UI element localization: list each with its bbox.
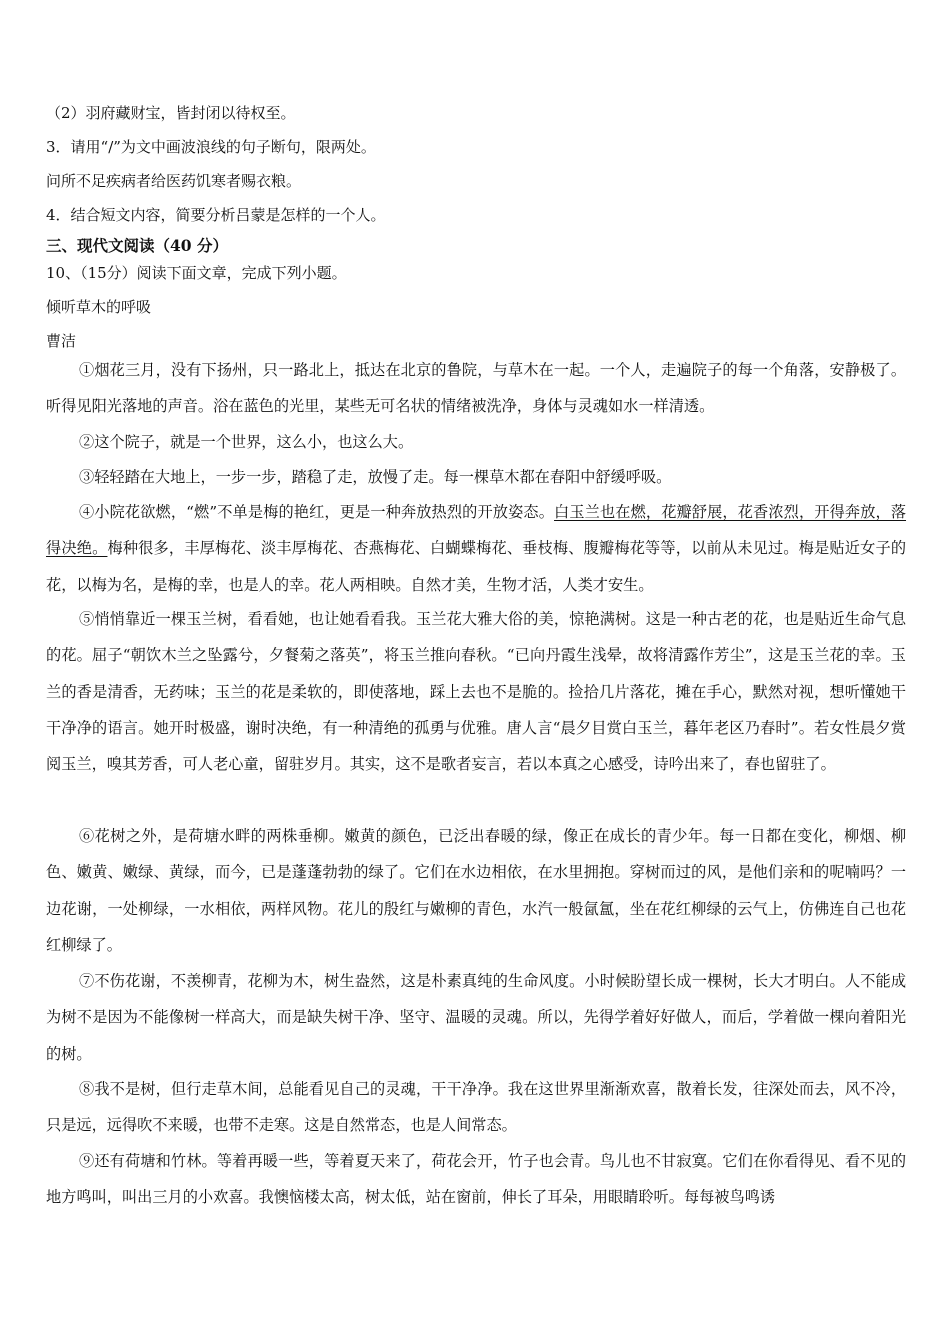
section-heading: 三、现代文阅读（40 分） bbox=[46, 236, 228, 255]
paragraph-4 bbox=[46, 494, 906, 603]
paragraph-2: ②这个院子，就是一个世界，这么小，也这么大。 bbox=[79, 433, 414, 451]
article-title: 倾听草木的呼吸 bbox=[46, 298, 152, 316]
paragraph-3: ③轻轻踏在大地上，一步一步，踏稳了走，放慢了走。每一棵草木都在春阳中舒缓呼吸。 bbox=[79, 468, 672, 486]
paragraph-6: ⑥花树之外，是荷塘水畔的两株垂柳。嫩黄的颜色，已泛出春暖的绿，像正在成长的青少年。每一日都在变化，柳烟、柳色、嫩黄、嫩绿、黄绿，而今，已是蓬蓬勃勃的绿了。它们在水边相依，在水里拥抱。穿树而过的风，是他们亲和的呢喃吗？一边花谢，一处柳绿，一水相依，两样风物。花儿的殷红与嫩柳的青色，水汽一般氤氲，坐在花红柳绿的云气上，仿佛连自己也花红柳绿了。 bbox=[46, 827, 906, 954]
paragraph-5: ⑤悄悄靠近一棵玉兰树，看看她，也让她看看我。玉兰花大雅大俗的美，惊艳满树。这是一种古老的花，也是贴近生命气息的花。屈子“朝饮木兰之坠露兮，夕餐菊之落英”，将玉兰推向春秋。“已向丹霞生浅晕，故将清露作芳尘”，这是玉兰花的幸。玉兰的香是清香，无药味；玉兰的花是柔软的，即使落地，踩上去也不是脆的。捡拾几片落花，摊在手心，默然对视，想听懂她干干净净的语言。她开时极盛，谢时决绝，有一种清绝的孤勇与优雅。唐人言“晨夕目赏白玉兰，暮年老区乃春时”。若女性晨夕赏阅玉兰，嗅其芳香，可人老心童，留驻岁月。其实，这不是歌者妄言，若以本真之心感受，诗吟出来了，春也留驻了。 bbox=[46, 610, 906, 774]
question-3: 3．请用“/”为文中画波浪线的句子断句，限两处。 bbox=[46, 138, 376, 156]
wavy-underlined-sentence: 白玉兰也在燃，花瓣舒展，花香浓烈，开得奔放，落得决绝。 bbox=[46, 503, 907, 558]
paragraph-4-rest: 梅种很多，丰厚梅花、淡丰厚梅花、杏燕梅花、白蝴蝶梅花、垂枝梅、腹瓣梅花等等，以前从未见过。梅是贴近女子的花，以梅为名，是梅的幸，也是人的幸。花人两相映。自然才美，生物才活，人类才安生。 bbox=[46, 539, 907, 594]
article-author: 曹洁 bbox=[46, 332, 77, 350]
paragraph-4-intro: ④小院花欲燃，“燃”不单是梅的艳红，更是一种奔放热烈的开放姿态。 bbox=[79, 503, 555, 521]
question-3-sentence: 问所不足疾病者给医药饥寒者赐衣粮。 bbox=[46, 172, 302, 190]
paragraph-1: ①烟花三月，没有下扬州，只一路北上，抵达在北京的鲁院，与草木在一起。一个人，走遍院子的每一个角落，安静极了。听得见阳光落地的声音。浴在蓝色的光里，某些无可名状的情绪被洗净，身体与灵魂如水一样清透。 bbox=[46, 361, 906, 416]
paragraph-9: ⑨还有荷塘和竹林。等着再暖一些，等着夏天来了，荷花会开，竹子也会青。鸟儿也不甘寂寞。它们在你看得见、看不见的地方鸣叫，叫出三月的小欢喜。我懊恼楼太高，树太低，站在窗前，伸长了耳朵，用眼睛聆听。每每被鸟鸣诱 bbox=[46, 1152, 906, 1207]
paragraph-8: ⑧我不是树，但行走草木间，总能看见自己的灵魂，干干净净。我在这世界里渐渐欢喜，散着长发，往深处而去，风不冷，只是远，远得吹不来暖，也带不走寒。这是自然常态，也是人间常态。 bbox=[46, 1080, 906, 1135]
question-2-item: （2）羽府藏财宝，皆封闭以待权至。 bbox=[46, 104, 296, 122]
paragraph-7: ⑦不伤花谢，不羡柳青，花柳为木，树生盎然，这是朴素真纯的生命风度。小时候盼望长成一棵树，长大才明白。人不能成为树不是因为不能像树一样高大，而是缺失树干净、坚守、温暖的灵魂。所以，先得学着好好做人，而后，学着做一棵向着阳光的树。 bbox=[46, 972, 906, 1063]
question-4: 4．结合短文内容，简要分析吕蒙是怎样的一个人。 bbox=[46, 206, 386, 224]
question-10: 10、（15分）阅读下面文章，完成下列小题。 bbox=[46, 264, 347, 282]
